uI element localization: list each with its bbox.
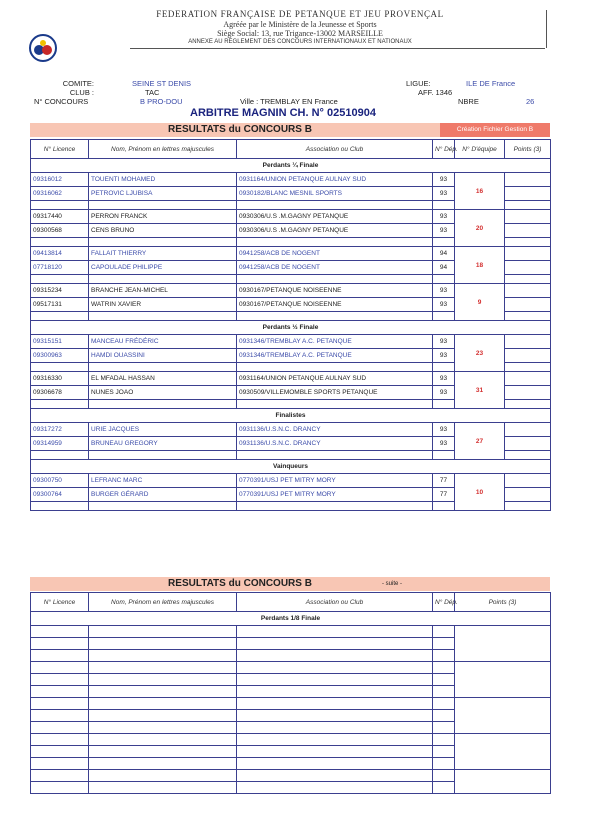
club-cell: 0770391/USJ PET MITRY MORY <box>237 474 433 488</box>
table-row <box>31 770 551 782</box>
licence-cell: 09306678 <box>31 386 89 400</box>
empty-cell[interactable] <box>89 722 237 734</box>
team-number-cell: 20 <box>455 210 505 247</box>
empty-cell[interactable] <box>237 734 433 746</box>
team-number-cell: 27 <box>455 423 505 460</box>
col-dep: N° Dép. <box>433 140 455 159</box>
empty-cell <box>237 502 433 511</box>
club-cell: 0931136/U.S.N.C. DRANCY <box>237 437 433 451</box>
results-title-suite: RESULTATS du CONCOURS B <box>168 578 312 589</box>
licence-cell: 09314959 <box>31 437 89 451</box>
empty-cell[interactable] <box>89 698 237 710</box>
empty-cell <box>433 400 455 409</box>
points-cell[interactable] <box>505 312 551 321</box>
points-cell[interactable] <box>505 284 551 298</box>
empty-cell[interactable] <box>31 746 89 758</box>
ligue-label: LIGUE: <box>406 79 431 88</box>
team-number-cell: 31 <box>455 372 505 409</box>
comite-value: SEINE ST DENIS <box>132 79 192 88</box>
dep-cell: 93 <box>433 423 455 437</box>
concours-value: B PRO-DOU <box>140 97 183 106</box>
name-cell: NUNES JOAO <box>89 386 237 400</box>
empty-cell[interactable] <box>433 674 455 686</box>
name-cell: HAMDI OUASSINI <box>89 349 237 363</box>
points-cell[interactable] <box>505 275 551 284</box>
empty-cell <box>237 312 433 321</box>
empty-cell[interactable] <box>89 770 237 782</box>
points-cell[interactable] <box>505 261 551 275</box>
club-cell: 0931136/U.S.N.C. DRANCY <box>237 423 433 437</box>
name-cell: MANCEAU FRÉDÉRIC <box>89 335 237 349</box>
col-licence: N° Licence <box>31 593 89 612</box>
empty-cell[interactable] <box>433 746 455 758</box>
empty-cell[interactable] <box>89 662 237 674</box>
results-table-suite <box>30 592 551 794</box>
empty-cell <box>433 238 455 247</box>
col-points: Points (3) <box>455 593 551 612</box>
name-cell: LEFRANC MARC <box>89 474 237 488</box>
empty-cell[interactable] <box>433 698 455 710</box>
table-row <box>31 284 551 298</box>
points-cell[interactable] <box>505 451 551 460</box>
federation-address: Siège Social: 13, rue Trigance-13002 MARSEILLE <box>217 29 383 38</box>
empty-cell[interactable] <box>237 662 433 674</box>
points-cell[interactable] <box>505 502 551 511</box>
licence-cell: 09316012 <box>31 173 89 187</box>
creation-button[interactable]: Création Fichier Gestion B <box>440 123 550 137</box>
table-row <box>31 474 551 488</box>
club-cell: 0931346/TREMBLAY A.C. PETANQUE <box>237 335 433 349</box>
empty-cell <box>237 275 433 284</box>
points-cell[interactable] <box>455 770 551 794</box>
licence-cell: 09316330 <box>31 372 89 386</box>
points-cell[interactable] <box>505 201 551 210</box>
name-cell: TOUENTI MOHAMED <box>89 173 237 187</box>
points-cell[interactable] <box>505 423 551 437</box>
club-value: TAC <box>145 88 160 97</box>
empty-cell[interactable] <box>89 638 237 650</box>
licence-cell: 07718120 <box>31 261 89 275</box>
empty-cell[interactable] <box>433 686 455 698</box>
empty-cell <box>237 201 433 210</box>
empty-cell[interactable] <box>31 662 89 674</box>
empty-cell[interactable] <box>31 722 89 734</box>
results-title: RESULTATS du CONCOURS B <box>168 124 312 135</box>
team-number-cell: 10 <box>455 474 505 511</box>
dep-cell: 93 <box>433 349 455 363</box>
table-row <box>31 372 551 386</box>
empty-cell <box>31 502 89 511</box>
section-label: Perdants ½ Finale <box>31 321 551 335</box>
col-dep: N° Dép. <box>433 593 455 612</box>
empty-cell[interactable] <box>89 674 237 686</box>
points-cell[interactable] <box>505 437 551 451</box>
suite-label: - suite - <box>382 581 403 587</box>
empty-cell[interactable] <box>433 638 455 650</box>
empty-cell[interactable] <box>237 650 433 662</box>
points-cell[interactable] <box>505 363 551 372</box>
points-cell[interactable] <box>455 626 551 662</box>
dep-cell: 93 <box>433 224 455 238</box>
section-label: Vainqueurs <box>31 460 551 474</box>
section-label: Perdants ¼ Finale <box>31 159 551 173</box>
dep-cell: 93 <box>433 386 455 400</box>
club-cell: 0930306/U.S .M.GAGNY PETANQUE <box>237 210 433 224</box>
licence-cell: 09517131 <box>31 298 89 312</box>
points-cell[interactable] <box>455 662 551 698</box>
points-cell[interactable] <box>455 734 551 770</box>
empty-cell <box>31 238 89 247</box>
team-number-cell: 18 <box>455 247 505 284</box>
table-row <box>31 698 551 710</box>
col-equipe: N° D'équipe <box>455 140 505 159</box>
empty-cell <box>89 451 237 460</box>
empty-cell[interactable] <box>31 698 89 710</box>
col-assoc: Association ou Club <box>237 140 433 159</box>
empty-cell[interactable] <box>89 626 237 638</box>
dep-cell: 93 <box>433 210 455 224</box>
empty-cell[interactable] <box>433 626 455 638</box>
empty-cell[interactable] <box>237 686 433 698</box>
col-points: Points (3) <box>505 140 551 159</box>
table-row <box>31 662 551 674</box>
empty-cell <box>433 363 455 372</box>
club-cell: 0930509/VILLEMOMBLE SPORTS PETANQUE <box>237 386 433 400</box>
dep-cell: 93 <box>433 372 455 386</box>
empty-cell[interactable] <box>31 782 89 794</box>
federation-title: FEDERATION FRANÇAISE DE PETANQUE ET JEU PROVENÇAL <box>156 9 444 19</box>
points-cell[interactable] <box>505 474 551 488</box>
dep-cell: 93 <box>433 284 455 298</box>
empty-cell[interactable] <box>433 722 455 734</box>
points-cell[interactable] <box>505 247 551 261</box>
col-assoc: Association ou Club <box>237 593 433 612</box>
empty-cell[interactable] <box>237 698 433 710</box>
empty-cell[interactable] <box>31 734 89 746</box>
empty-cell <box>89 502 237 511</box>
name-cell: PETROVIC LJUBISA <box>89 187 237 201</box>
empty-cell[interactable] <box>31 674 89 686</box>
empty-cell[interactable] <box>31 758 89 770</box>
empty-cell[interactable] <box>89 782 237 794</box>
name-cell: WATRIN XAVIER <box>89 298 237 312</box>
empty-cell <box>89 238 237 247</box>
empty-cell <box>31 400 89 409</box>
empty-cell[interactable] <box>31 686 89 698</box>
header-rule <box>130 48 545 49</box>
empty-cell <box>237 400 433 409</box>
licence-cell: 09413814 <box>31 247 89 261</box>
empty-cell[interactable] <box>237 746 433 758</box>
licence-cell: 09300963 <box>31 349 89 363</box>
licence-cell: 09300764 <box>31 488 89 502</box>
points-cell[interactable] <box>505 335 551 349</box>
licence-cell: 09316062 <box>31 187 89 201</box>
licence-cell: 09315234 <box>31 284 89 298</box>
empty-cell <box>89 363 237 372</box>
empty-cell <box>433 201 455 210</box>
club-cell: 0931164/UNION PETANQUE AULNAY SUD <box>237 372 433 386</box>
dep-cell: 77 <box>433 474 455 488</box>
empty-cell[interactable] <box>237 782 433 794</box>
empty-cell[interactable] <box>237 758 433 770</box>
results-title-bar-suite <box>30 577 550 591</box>
col-licence: N° Licence <box>31 140 89 159</box>
club-cell: 0930167/PETANQUE NOISEENNE <box>237 298 433 312</box>
team-number-cell: 9 <box>455 284 505 321</box>
comite-label: COMITE: <box>62 79 94 88</box>
licence-cell: 09317272 <box>31 423 89 437</box>
empty-cell[interactable] <box>89 686 237 698</box>
club-cell: 0930306/U.S .M.GAGNY PETANQUE <box>237 224 433 238</box>
club-cell: 0930182/BLANC MESNIL SPORTS <box>237 187 433 201</box>
empty-cell <box>89 275 237 284</box>
federation-annex: ANNEXE AU REGLEMENT DES CONCOURS INTERNATIONAUX ET NATIONAUX <box>188 39 412 45</box>
points-cell[interactable] <box>505 488 551 502</box>
club-label: CLUB : <box>69 88 94 97</box>
points-cell[interactable] <box>505 386 551 400</box>
dep-cell: 77 <box>433 488 455 502</box>
points-cell[interactable] <box>505 187 551 201</box>
empty-cell[interactable] <box>433 782 455 794</box>
dep-cell: 94 <box>433 261 455 275</box>
points-cell[interactable] <box>455 698 551 734</box>
table-row <box>31 210 551 224</box>
dep-cell: 93 <box>433 298 455 312</box>
team-number-cell: 16 <box>455 173 505 210</box>
dep-cell: 93 <box>433 173 455 187</box>
club-cell: 0930167/PETANQUE NOISEENNE <box>237 284 433 298</box>
empty-cell[interactable] <box>31 638 89 650</box>
points-cell[interactable] <box>505 224 551 238</box>
arbitre-heading: ARBITRE MAGNIN CH. N° 02510904 <box>190 107 376 119</box>
empty-cell[interactable] <box>89 650 237 662</box>
empty-cell <box>433 312 455 321</box>
table-row <box>31 173 551 187</box>
empty-cell[interactable] <box>433 770 455 782</box>
empty-cell[interactable] <box>89 734 237 746</box>
club-cell: 0941258/ACB DE NOGENT <box>237 247 433 261</box>
dep-cell: 94 <box>433 247 455 261</box>
licence-cell: 09300568 <box>31 224 89 238</box>
empty-cell[interactable] <box>433 710 455 722</box>
empty-cell[interactable] <box>237 626 433 638</box>
name-cell: CAPOULADE PHILIPPE <box>89 261 237 275</box>
club-cell: 0931346/TREMBLAY A.C. PETANQUE <box>237 349 433 363</box>
ffpjp-logo-icon <box>28 33 58 63</box>
empty-cell <box>31 363 89 372</box>
empty-cell <box>31 201 89 210</box>
licence-cell: 09317440 <box>31 210 89 224</box>
licence-cell: 09315151 <box>31 335 89 349</box>
concours-label: N° CONCOURS <box>34 97 89 106</box>
points-cell[interactable] <box>505 238 551 247</box>
table-row <box>31 423 551 437</box>
empty-cell <box>31 312 89 321</box>
empty-cell <box>433 451 455 460</box>
name-cell: BRUNEAU GREGORY <box>89 437 237 451</box>
dep-cell: 93 <box>433 437 455 451</box>
nbre-label: NBRE <box>458 97 479 106</box>
aff-number: AFF. 1346 <box>418 88 453 97</box>
empty-cell <box>433 502 455 511</box>
empty-cell[interactable] <box>89 758 237 770</box>
empty-cell[interactable] <box>237 722 433 734</box>
empty-cell <box>89 312 237 321</box>
ville: Ville : TREMBLAY EN France <box>240 97 338 106</box>
empty-cell[interactable] <box>433 650 455 662</box>
empty-cell <box>89 400 237 409</box>
points-cell[interactable] <box>505 210 551 224</box>
empty-cell[interactable] <box>237 638 433 650</box>
points-cell[interactable] <box>505 349 551 363</box>
empty-cell[interactable] <box>237 770 433 782</box>
name-cell: CENS BRUNO <box>89 224 237 238</box>
empty-cell[interactable] <box>31 770 89 782</box>
points-cell[interactable] <box>505 372 551 386</box>
empty-cell[interactable] <box>433 758 455 770</box>
table-row <box>31 335 551 349</box>
dep-cell: 93 <box>433 187 455 201</box>
empty-cell[interactable] <box>31 650 89 662</box>
empty-cell <box>433 275 455 284</box>
team-number-cell: 23 <box>455 335 505 372</box>
results-title-bar <box>30 123 550 137</box>
empty-cell[interactable] <box>433 662 455 674</box>
header-vertical-rule <box>546 10 547 48</box>
dep-cell: 93 <box>433 335 455 349</box>
name-cell: URIE JACQUES <box>89 423 237 437</box>
empty-cell <box>237 363 433 372</box>
name-cell: FALLAIT THIERRY <box>89 247 237 261</box>
ligue-value: ILE DE France <box>466 79 516 88</box>
col-nom: Nom, Prénom en lettres majuscules <box>89 140 237 159</box>
empty-cell <box>237 451 433 460</box>
empty-cell[interactable] <box>237 710 433 722</box>
empty-cell[interactable] <box>31 626 89 638</box>
name-cell: EL MFADAL HASSAN <box>89 372 237 386</box>
table-row <box>31 247 551 261</box>
section-label: Perdants 1/8 Finale <box>31 612 551 626</box>
empty-cell[interactable] <box>89 710 237 722</box>
club-cell: 0931164/UNION PETANQUE AULNAY SUD <box>237 173 433 187</box>
empty-cell[interactable] <box>31 710 89 722</box>
name-cell: PERRON FRANCK <box>89 210 237 224</box>
col-nom: Nom, Prénom en lettres majuscules <box>89 593 237 612</box>
licence-cell: 09300750 <box>31 474 89 488</box>
name-cell: BRANCHE JEAN-MICHEL <box>89 284 237 298</box>
name-cell: BURGER GÉRARD <box>89 488 237 502</box>
empty-cell <box>31 275 89 284</box>
results-table <box>30 139 551 511</box>
empty-cell <box>31 451 89 460</box>
nbre-value: 26 <box>526 97 535 106</box>
section-label: Finalistes <box>31 409 551 423</box>
points-cell[interactable] <box>505 173 551 187</box>
points-cell[interactable] <box>505 400 551 409</box>
empty-cell <box>89 201 237 210</box>
empty-cell <box>237 238 433 247</box>
federation-subtitle: Agréée par le Ministère de la Jeunesse et Sports <box>223 20 377 29</box>
club-cell: 0770391/USJ PET MITRY MORY <box>237 488 433 502</box>
table-row <box>31 626 551 638</box>
empty-cell[interactable] <box>237 674 433 686</box>
empty-cell[interactable] <box>433 734 455 746</box>
table-row <box>31 734 551 746</box>
empty-cell[interactable] <box>89 746 237 758</box>
club-cell: 0941258/ACB DE NOGENT <box>237 261 433 275</box>
points-cell[interactable] <box>505 298 551 312</box>
